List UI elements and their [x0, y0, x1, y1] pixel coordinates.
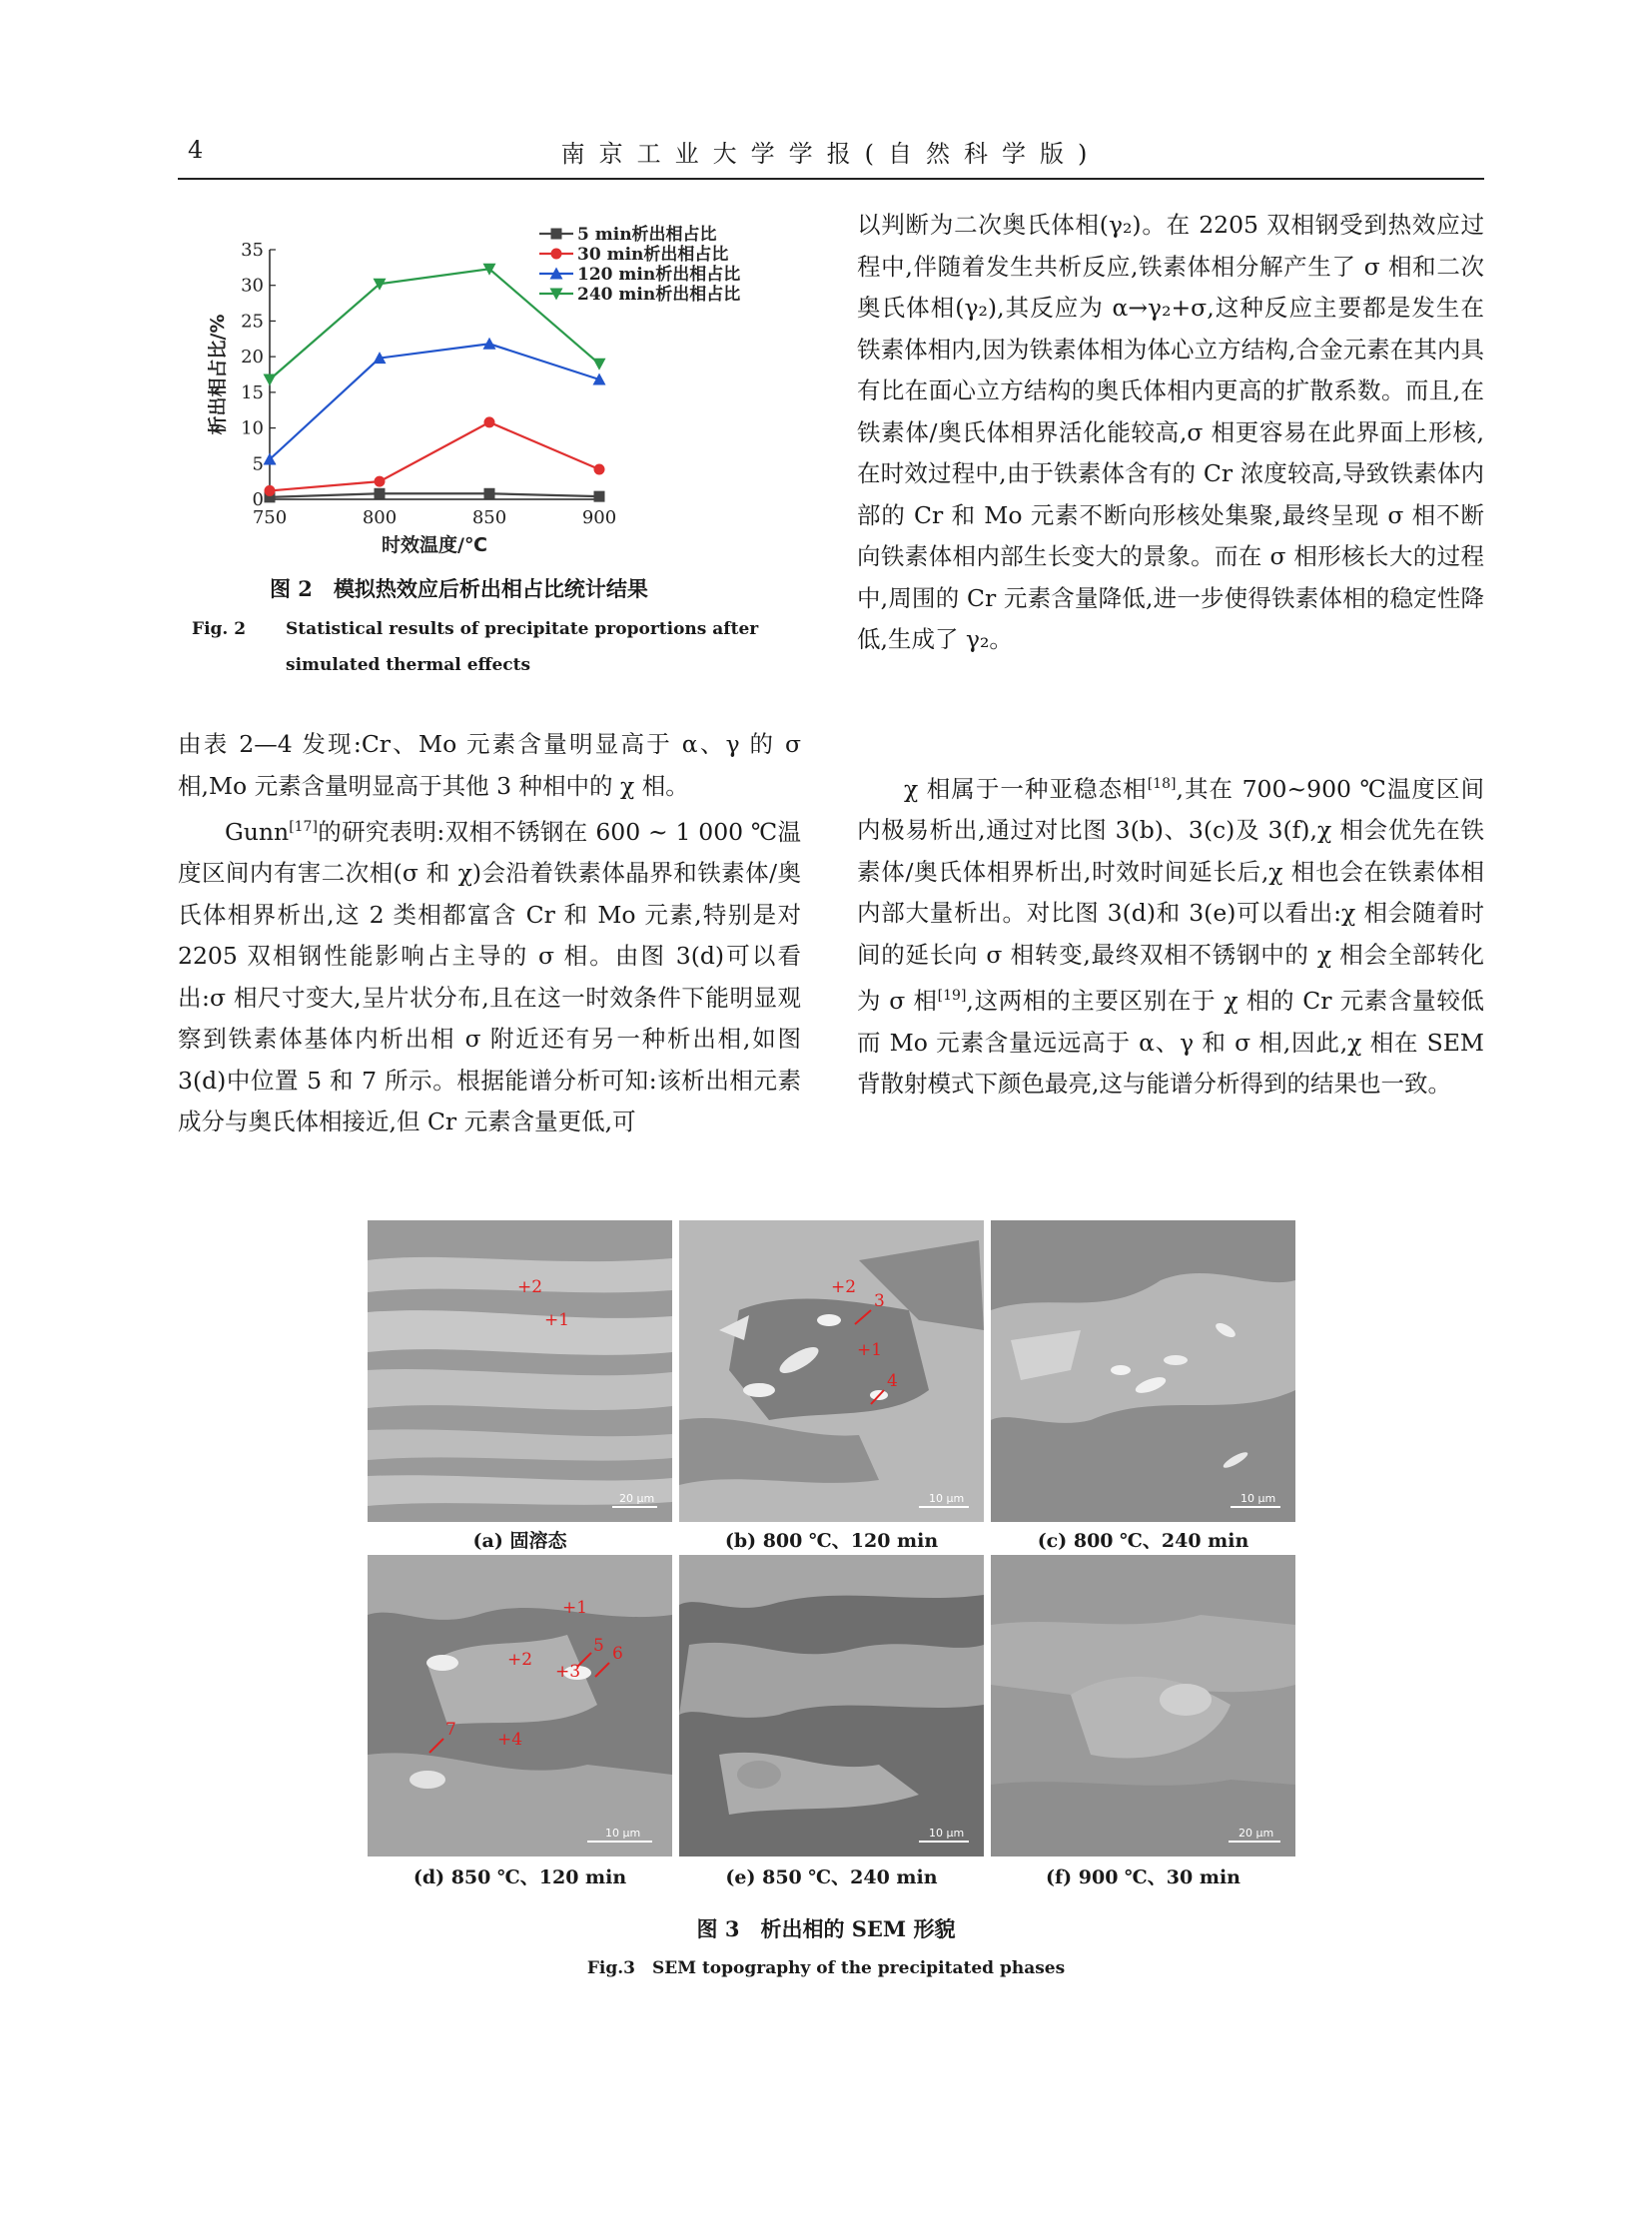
- sem-panel-d: [368, 1555, 672, 1856]
- journal-title: 南京工业大学学报(自然科学版): [560, 140, 1102, 168]
- y-tick-label: 30: [241, 275, 264, 297]
- figure-2-chart: [200, 222, 799, 561]
- sem-image-e: [679, 1555, 984, 1856]
- sem-image-c: [991, 1220, 1295, 1522]
- marker-b-1: +1: [857, 1340, 883, 1360]
- y-tick-label: 25: [241, 311, 264, 333]
- marker-d-5: 5: [593, 1636, 604, 1656]
- page-number: 4: [188, 136, 204, 164]
- panel-caption-a: (a) 固溶态: [472, 1530, 567, 1552]
- legend-label-1: 5 min析出相占比: [577, 225, 717, 245]
- left-paragraph-2: [178, 807, 801, 1143]
- right-paragraph-2: [857, 764, 1484, 1106]
- marker-b-3: 3: [874, 1291, 885, 1311]
- scale-bar-a: 20 μm: [619, 1492, 655, 1505]
- citation-17: [17]: [289, 819, 318, 835]
- series-line-2: [270, 422, 599, 491]
- data-point-s4-1: [264, 374, 277, 386]
- scale-bar-e: 10 μm: [929, 1827, 965, 1840]
- sem-panel-e: [679, 1555, 984, 1856]
- sem-panel-b: [679, 1220, 984, 1522]
- y-tick-label: 5: [252, 453, 264, 475]
- sem-panel-c: [991, 1220, 1295, 1522]
- legend-marker-2: [551, 249, 562, 260]
- marker-d-6: 6: [612, 1644, 623, 1664]
- x-tick-label: 900: [581, 507, 617, 528]
- sem-image-b: [679, 1220, 984, 1522]
- figure-2-caption-en: [192, 611, 789, 683]
- sem-image-d: [368, 1555, 672, 1856]
- scale-bar-d: 10 μm: [605, 1827, 641, 1840]
- panel-caption-b: (b) 800 ℃、120 min: [724, 1530, 939, 1552]
- data-point-s2-4: [594, 464, 605, 475]
- x-tick-label: 850: [471, 507, 507, 528]
- figure-3-caption-en: Fig.3 SEM topography of the precipitated phases: [586, 1958, 1066, 1978]
- sem-image-f: [991, 1555, 1295, 1856]
- legend-label-3: 120 min析出相占比: [577, 265, 741, 285]
- legend-label-4: 240 min析出相占比: [577, 285, 741, 305]
- y-tick-label: 10: [241, 417, 264, 439]
- right-paragraph-2-start: χ 相属于一种亚稳态相: [904, 774, 1148, 803]
- series-line-3: [270, 344, 599, 459]
- right-paragraph-2-end: ,这两相的主要区别在于 χ 相的 Cr 元素含量较低而 Mo 元素含量远远高于 α、γ 和 σ 相,因此,χ 相在 SEM 背散射模式下颜色最亮,这与能谱分析得到的结果也一致。: [857, 987, 1484, 1099]
- legend-label-2: 30 min析出相占比: [577, 245, 729, 265]
- x-tick-label: 800: [362, 507, 398, 528]
- y-tick-label: 20: [241, 347, 264, 369]
- scale-bar-f: 20 μm: [1239, 1827, 1274, 1840]
- legend-marker-1: [551, 229, 562, 240]
- sem-panel-a: [368, 1220, 672, 1522]
- running-header: [178, 130, 1484, 174]
- header-rule: [178, 178, 1484, 180]
- marker-d-2: +2: [507, 1650, 533, 1670]
- marker-b-4: 4: [887, 1371, 898, 1391]
- marker-d-7: 7: [445, 1720, 456, 1740]
- figure-2-caption-en-line2: simulated thermal effects: [286, 655, 531, 675]
- panel-caption-d: (d) 850 ℃、120 min: [413, 1866, 627, 1888]
- marker-d-3: +3: [555, 1662, 581, 1682]
- scale-bar-b: 10 μm: [929, 1492, 965, 1505]
- figure-2-label-en: Fig. 2: [192, 619, 247, 639]
- marker-b-2: +2: [831, 1277, 857, 1297]
- line-chart: [200, 222, 799, 561]
- panel-caption-f: (f) 900 ℃、30 min: [1045, 1866, 1240, 1888]
- marker-d-1: +1: [562, 1598, 588, 1618]
- marker-a-1: +1: [544, 1310, 570, 1330]
- panel-caption-e: (e) 850 ℃、240 min: [725, 1866, 938, 1888]
- left-paragraph-1: 由表 2—4 发现:Cr、Mo 元素含量明显高于 α、γ 的 σ 相,Mo 元素含量明显高于其他 3 种相中的 χ 相。: [178, 730, 801, 800]
- data-point-s2-3: [484, 416, 495, 427]
- data-point-s2-2: [375, 476, 386, 487]
- sem-panel-f: [991, 1555, 1295, 1856]
- scale-bar-c: 10 μm: [1240, 1492, 1276, 1505]
- right-paragraph-2-mid: ,其在 700~900 ℃温度区间内极易析出,通过对比图 3(b)、3(c)及 3(f),χ 相会优先在铁素体/奥氏体相界析出,时效时间延长后,χ 相也会在铁素体相内部大量析出。对比图 3(d)和 3(e)可以看出:χ 相会随着时间的延长向 σ 相转变,最终双相不锈钢中的 χ 相会全部转化为 σ 相: [857, 774, 1484, 1016]
- y-tick-label: 15: [241, 381, 264, 403]
- y-axis-label: 析出相占比/%: [207, 314, 229, 435]
- x-axis-label: 时效温度/℃: [382, 534, 487, 556]
- series-line-1: [270, 493, 599, 497]
- y-tick-label: 0: [252, 489, 264, 510]
- data-point-s1-2: [375, 488, 386, 499]
- figure-3-caption-cn: 图 3 析出相的 SEM 形貌: [696, 1916, 956, 1941]
- author-gunn: Gunn: [225, 817, 290, 846]
- marker-a-2: +2: [517, 1277, 543, 1297]
- x-tick-label: 750: [252, 507, 288, 528]
- left-paragraph-2-body: 的研究表明:双相不锈钢在 600 ~ 1 000 ℃温度区间内有害二次相(σ 和 χ)会沿着铁素体晶界和铁素体/奥氏体相界析出,这 2 类相都富含 Cr 和 Mo 元素,特别是对 2205 双相钢性能影响占主导的 σ 相。由图 3(d)可以看出:σ 相尺寸变大,呈片状分布,且在这一时效条件下能明显观察到铁素体基体内析出相 σ 附近还有另一种析出相,如图 3(d)中位置 5 和 7 所示。根据能谱分析可知:该析出相元素成分与奥氏体相接近,但 Cr 元素含量更低,可: [178, 817, 801, 1136]
- citation-19: [19]: [937, 988, 967, 1005]
- data-point-s1-3: [484, 488, 495, 499]
- data-point-s1-4: [594, 491, 605, 502]
- figure-2-caption-cn: 图 2 模拟热效应后析出相占比统计结果: [270, 576, 648, 601]
- data-point-s4-4: [593, 359, 606, 371]
- marker-d-4: +4: [497, 1730, 523, 1750]
- right-paragraph-1: 以判断为二次奥氏体相(γ₂)。在 2205 双相钢受到热效应过程中,伴随着发生共析反应,铁素体相分解产生了 σ 相和二次奥氏体相(γ₂),其反应为 α→γ₂+σ,这种反应主要都是发生在铁素体相内,因为铁素体相为体心立方结构,合金元素在其内具有比在面心立方结构的奥氏体相内更高的扩散系数。而且,在铁素体/奥氏体相界活化能较高,σ 相更容易在此界面上形核,在时效过程中,由于铁素体含有的 Cr 浓度较高,导致铁素体内部的 Cr 和 Mo 元素不断向形核处集聚,最终呈现 σ 相不断向铁素体相内部生长变大的景象。而在 σ 相形核长大的过程中,周围的 Cr 元素含量降低,进一步使得铁素体相的稳定性降低,生成了 γ₂。: [857, 211, 1484, 653]
- citation-18: [18]: [1147, 776, 1177, 792]
- panel-caption-c: (c) 800 ℃、240 min: [1037, 1530, 1249, 1552]
- figure-2-caption-en-line1: Statistical results of precipitate proportions after: [286, 619, 759, 639]
- sem-image-a: [368, 1220, 672, 1522]
- y-tick-label: 35: [241, 240, 264, 261]
- data-point-s2-1: [265, 485, 276, 496]
